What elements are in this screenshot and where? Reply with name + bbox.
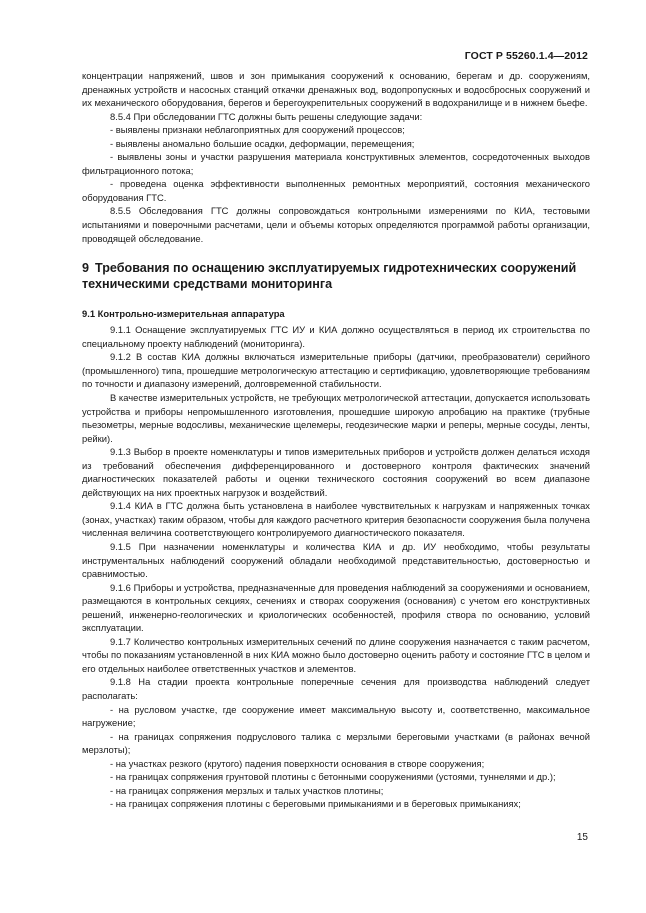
paragraph: 9.1.2 В состав КИА должны включаться измерительные приборы (датчики, преобразователи) серийного (промышленного) типа, прошедшие метрологическую аттестацию и сертификацию, удовлетворяющие требованиям по точности и диапазону измерений, долговременной стабильности.: [82, 351, 590, 390]
paragraph: 9.1.4 КИА в ГТС должна быть установлена в наиболее чувствительных к нагрузкам и напряженных точках (зонах, участках) таким образом, чтобы для каждого расчетного критерия безопасности сооружения была получена численная величина соответствующего контролируемого диагностического показателя.: [82, 500, 590, 539]
page-content: [82, 69, 590, 811]
section-title: [82, 261, 590, 293]
list-item: - проведена оценка эффективности выполненных ремонтных мероприятий, состояния механического оборудования ГТС.: [82, 178, 590, 203]
paragraph: В качестве измерительных устройств, не требующих метрологической аттестации, допускается использовать устройства и приборы непромышленного изготовления, прошедшие широкую апробацию на практике (трубные пьезометры, мерные водосливы, механические щелемеры, геодезические марки и реперы, мерные сосуды, ленты, рейки).: [82, 391, 590, 444]
paragraph: 8.5.5 Обследования ГТС должны сопровождаться контрольными измерениями по КИА, тестовыми испытаниями и поверочными расчетами, цели и объемы которых определяются программой работы организации, проводящей обследование.: [82, 205, 590, 244]
paragraph: 9.1.8 На стадии проекта контрольные поперечные сечения для производства наблюдений следует располагать:: [82, 676, 590, 702]
paragraphs-top: [82, 69, 590, 245]
section-number: 9: [82, 261, 90, 276]
subsection-title: 9.1 Контрольно-измерительная аппаратура: [82, 307, 285, 319]
list-item: - на границах сопряжения плотины с береговыми примыканиями и в береговых примыканиях;: [110, 798, 521, 810]
list-item: - на границах сопряжения подруслового талика с мерзлыми береговыми участками (в районах вечной мерзлоты);: [82, 730, 590, 756]
paragraph: 9.1.6 Приборы и устройства, предназначенные для проведения наблюдений за сооружениями и основанием, размещаются в контрольных секциях, сечениях и створах сооружения (основания) с учетом его конструктивных решений, инженерно-геологических и криологических особенностей, профиля створа по основанию, условий эксплуатации.: [82, 581, 590, 634]
list-item: - выявлены зоны и участки разрушения материала конструктивных элементов, сосредоточенных выходов фильтрационного потока;: [82, 151, 590, 176]
paragraphs-bottom: [82, 323, 590, 811]
list-item: - выявлены аномально большие осадки, деформации, перемещения;: [110, 137, 415, 149]
paragraph: 9.1.5 При назначении номенклатуры и количества КИА и др. ИУ необходимо, чтобы результаты инструментальных наблюдений сооружений обладали необходимой представительностью, достоверностью и сравнимостью.: [82, 541, 590, 580]
paragraph: 9.1.1 Оснащение эксплуатируемых ГТС ИУ и КИА должно осуществляться в период их строительства по специальному проекту наблюдений (мониторинга).: [82, 324, 590, 349]
paragraph: 9.1.7 Количество контрольных измерительных сечений по длине сооружения назначается с таким расчетом, чтобы по показаниям установленной в них КИА можно было достоверно оценить работу и состояние ГТС в целом и его отдельных наиболее ответственных участков и элементов.: [82, 635, 590, 674]
list-item: - выявлены признаки неблагоприятных для сооружений процессов;: [110, 124, 405, 136]
list-item: - на участках резкого (крутого) падения поверхности основания в створе сооружения;: [110, 757, 485, 769]
standard-header: ГОСТ Р 55260.1.4—2012: [464, 50, 588, 62]
paragraph: концентрации напряжений, швов и зон примыкания сооружений к основанию, берегам и др. сооружениям, дренажных устройств и насосных станций откачки дренажных вод, водопропускных и водосбросных сооружений и их механического оборудования, берегов и берегоукрепительных сооружений в водохранилище и в нижнем бьефе.: [82, 70, 590, 109]
paragraph: 9.1.3 Выбор в проекте номенклатуры и типов измерительных приборов и устройств должен делаться исходя из требований обеспечения дифференцированного и достоверного контроля фактических значений диагностических показателей работы и оценки технического состояния сооружений во всем диапазоне действующих на них проектных нагрузок и воздействий.: [82, 446, 590, 498]
list-item: - на границах сопряжения грунтовой плотины с бетонными сооружениями (устоями, туннелями и др.);: [110, 771, 556, 783]
paragraph: 8.5.4 При обследовании ГТС должны быть решены следующие задачи:: [110, 110, 423, 122]
page-number: 15: [576, 832, 588, 843]
list-item: - на русловом участке, где сооружение имеет максимальную высоту и, соответственно, максимальное нагружение;: [82, 703, 590, 729]
section-title-text: Требования по оснащению эксплуатируемых гидротехнических сооружений техническими средствами мониторинга: [82, 261, 577, 291]
list-item: - на границах сопряжения мерзлых и талых участков плотины;: [110, 784, 384, 796]
